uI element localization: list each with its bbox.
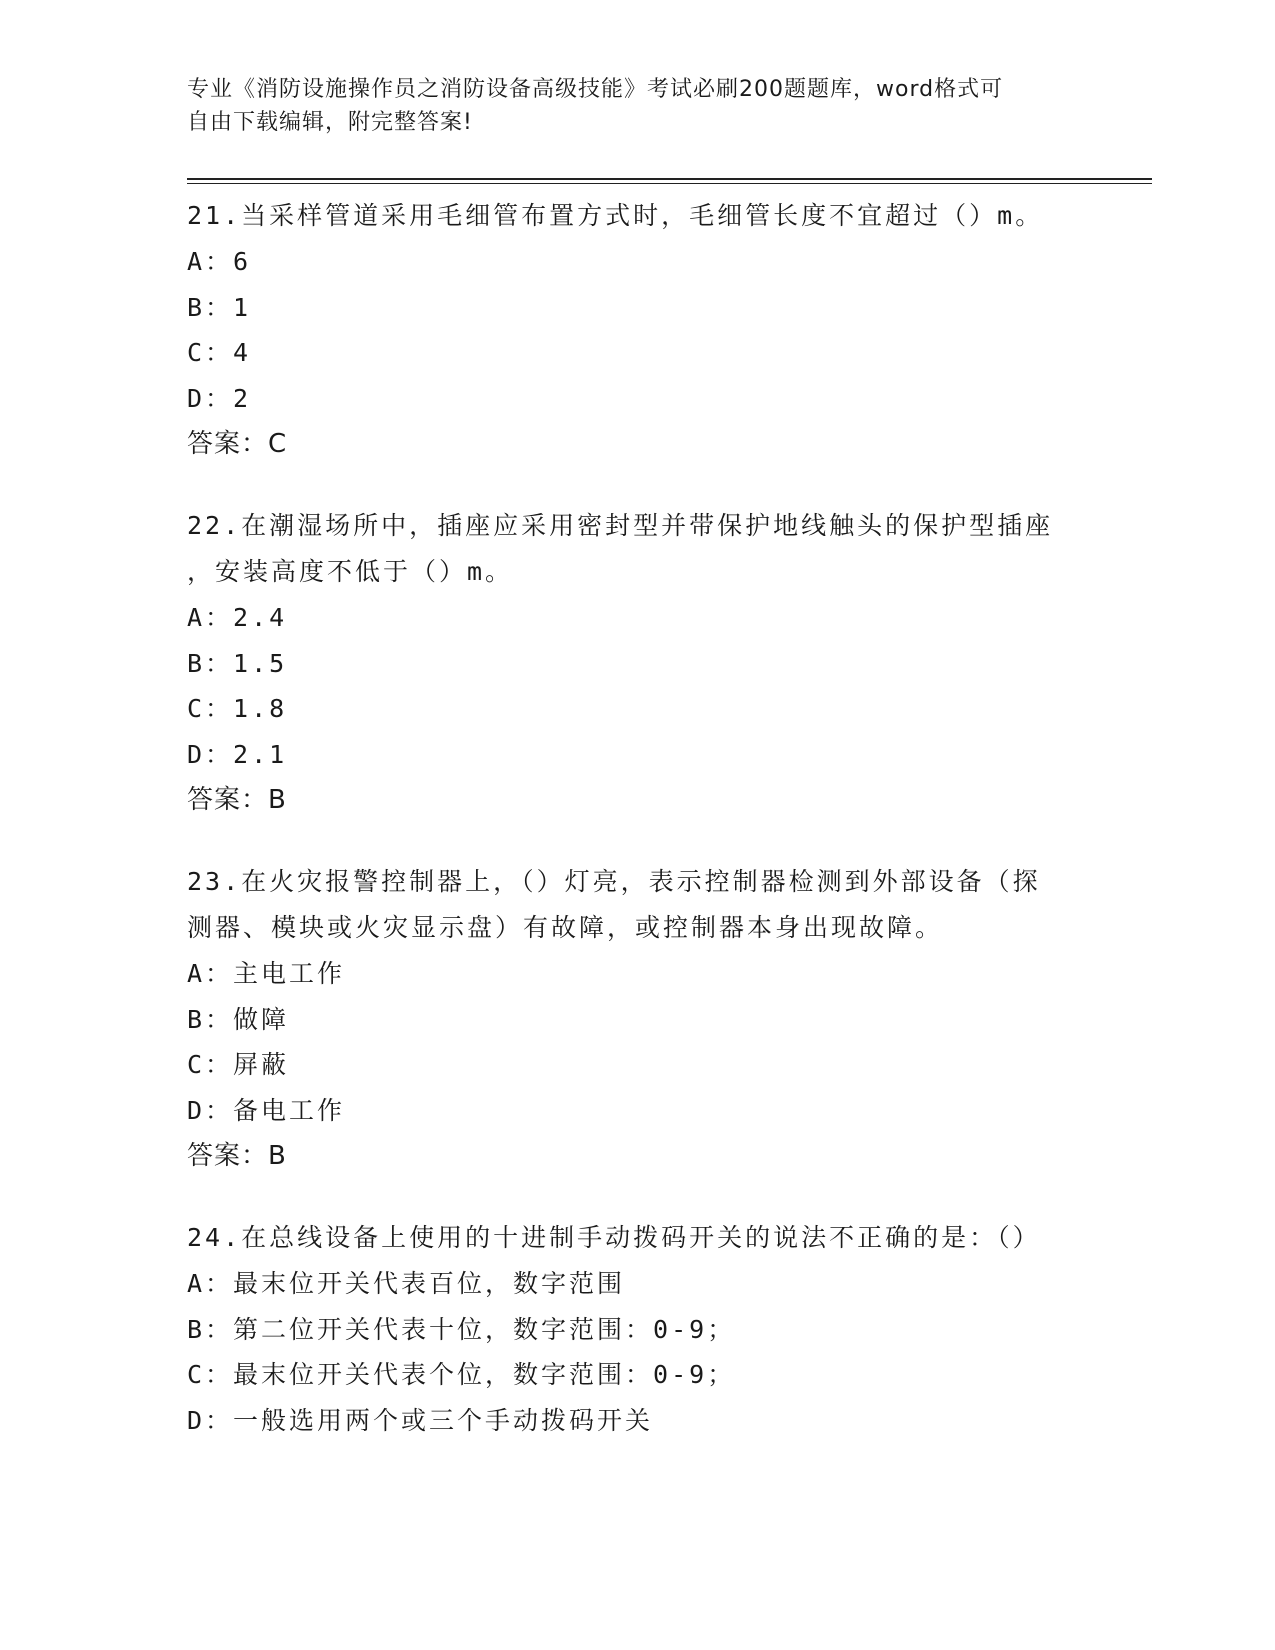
answer: 答案：B [187, 1141, 287, 1171]
answer: 答案：C [187, 429, 288, 459]
question-stem-continued: ，安装高度不低于（）m。 [187, 557, 514, 586]
option-c: C：屏蔽 [187, 1050, 290, 1079]
question-stem-continued: 测器、模块或火灾显示盘）有故障，或控制器本身出现故障。 [187, 913, 944, 942]
option-d: D：一般选用两个或三个手动拨码开关 [187, 1405, 654, 1435]
option-b: B：1.5 [187, 648, 288, 678]
header-divider-thick [187, 178, 1152, 180]
option-b: B：做障 [187, 1004, 290, 1034]
header-divider-thin [187, 183, 1152, 184]
option-b: B：1 [187, 292, 252, 322]
answer: 答案：B [187, 785, 287, 815]
document-header [187, 73, 1067, 139]
header-line-2: 自由下载编辑，附完整答案! [187, 110, 473, 135]
question-24 [187, 1215, 1087, 1443]
option-d: D：2.1 [187, 739, 288, 769]
question-list [187, 193, 1087, 1479]
option-d: D：备电工作 [187, 1095, 346, 1125]
question-stem: 24.在总线设备上使用的十进制手动拨码开关的说法不正确的是：（） [187, 1223, 1041, 1252]
header-line-1: 专业《消防设施操作员之消防设备高级技能》考试必刷200题题库，word格式可 [187, 77, 1004, 102]
option-c: C：最末位开关代表个位，数字范围：0-9； [187, 1360, 736, 1389]
option-c: C：4 [187, 338, 252, 367]
option-c: C：1.8 [187, 694, 288, 723]
question-stem: 21.当采样管道采用毛细管布置方式时，毛细管长度不宜超过（）m。 [187, 201, 1044, 230]
question-stem: 22.在潮湿场所中，插座应采用密封型并带保护地线触头的保护型插座 [187, 511, 1054, 540]
question-21 [187, 193, 1087, 467]
option-a: A：主电工作 [187, 959, 346, 988]
option-a: A：最末位开关代表百位，数字范围 [187, 1269, 626, 1298]
option-a: A：6 [187, 247, 252, 276]
question-22 [187, 503, 1087, 823]
question-23 [187, 859, 1087, 1179]
option-a: A：2.4 [187, 603, 288, 632]
option-d: D：2 [187, 383, 252, 413]
option-b: B：第二位开关代表十位，数字范围：0-9； [187, 1314, 736, 1344]
question-stem: 23.在火灾报警控制器上，（）灯亮，表示控制器检测到外部设备（探 [187, 867, 1041, 896]
